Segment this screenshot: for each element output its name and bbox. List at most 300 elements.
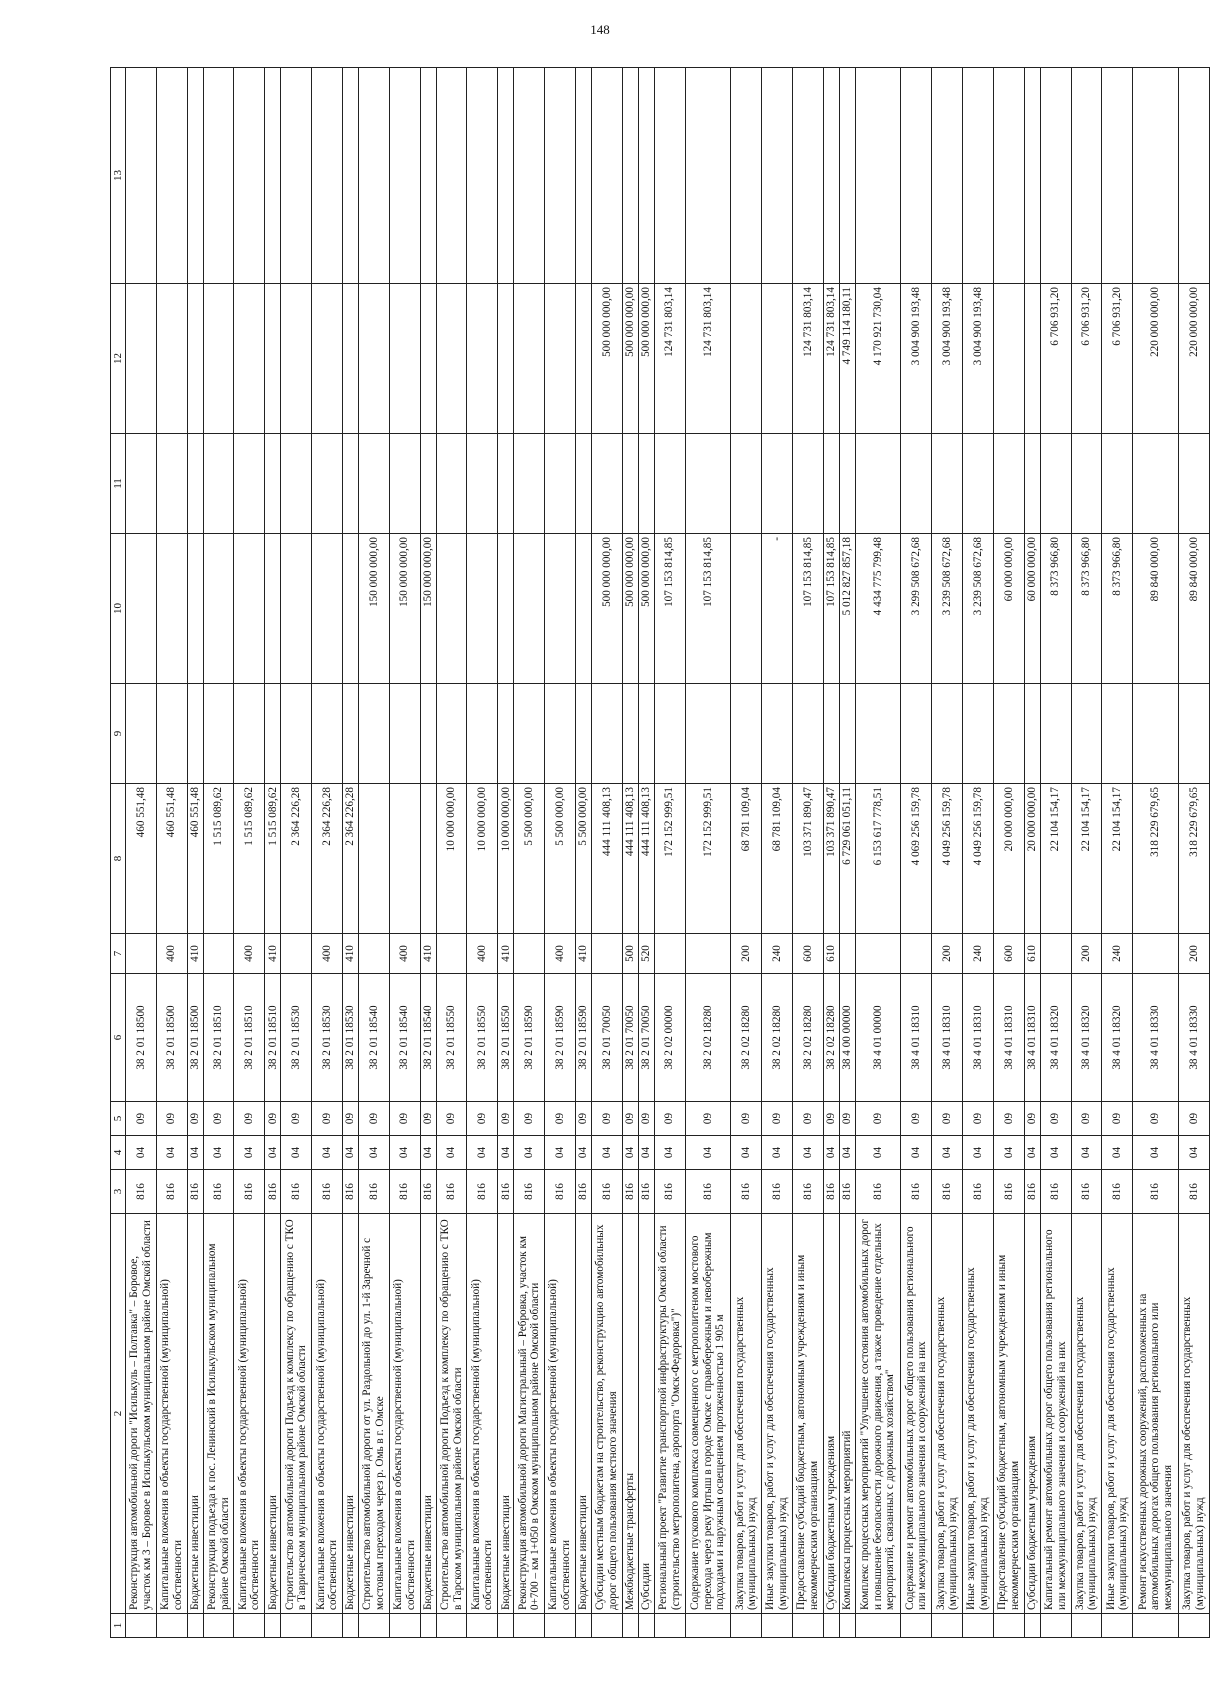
col-13-cell [575, 68, 591, 284]
target-code-cell: 38 2 02 18280 [762, 974, 793, 1102]
col-13-cell [156, 68, 187, 284]
col-4-cell: 04 [1102, 1136, 1133, 1170]
expense-type-cell: 200 [932, 934, 963, 974]
col-5-cell: 09 [187, 1102, 203, 1136]
col-13-cell [342, 68, 358, 284]
col-13-cell [731, 68, 762, 284]
col-4-cell: 04 [203, 1136, 234, 1170]
column-number-6: 6 [111, 974, 126, 1102]
col-9-cell [638, 684, 654, 784]
expense-type-cell: 400 [312, 934, 343, 974]
col-9-cell [762, 684, 793, 784]
col-13-cell [932, 68, 963, 284]
col-9-cell [1040, 684, 1071, 784]
col-9-cell [932, 684, 963, 784]
target-code-cell: 38 2 01 18590 [514, 974, 545, 1102]
page-number: 148 [590, 22, 610, 37]
col-11-cell [932, 434, 963, 534]
table-row [1133, 68, 1179, 1638]
item-name-cell: Содержание пускового комплекса совмещенного с метрополитеном мостового перехода через реку Иртыш в городе Омске с правобережным и левобережным подходами и наружным освещением протяженностью 1 905 м [685, 1214, 731, 1614]
amount-col-8-cell: 103 371 890,47 [823, 784, 839, 934]
col-4-cell: 04 [654, 1136, 685, 1170]
col-1-cell [265, 1614, 281, 1638]
expense-type-cell [358, 934, 389, 974]
col-5-cell: 09 [126, 1102, 157, 1136]
col-5-cell: 09 [1178, 1102, 1209, 1136]
amount-col-12-cell: 500 000 000,00 [591, 284, 622, 434]
item-name-cell: Бюджетные инвестиции [187, 1214, 203, 1614]
col-13-cell [1071, 68, 1102, 284]
item-name-cell: Реконструкция подъезда к пос. Ленинский в Исилькульском муниципальном районе Омской области [203, 1214, 234, 1614]
expense-type-cell: 410 [265, 934, 281, 974]
col-5-cell: 09 [575, 1102, 591, 1136]
col-9-cell [312, 684, 343, 784]
expense-type-cell: 400 [545, 934, 576, 974]
col-5-cell: 09 [281, 1102, 312, 1136]
col-4-cell: 04 [823, 1136, 839, 1170]
amount-col-10-cell: 8 373 966,80 [1071, 534, 1102, 684]
item-name-cell: Региональный проект "Развитие транспортной инфраструктуры Омской области (строительство метрополитена, аэропорта "Омск-Федоровка")" [654, 1214, 685, 1614]
amount-col-8-cell: 1 515 089,62 [234, 784, 265, 934]
header-row [111, 68, 126, 1638]
col-4-cell: 04 [545, 1136, 576, 1170]
amount-col-10-cell: 107 153 814,85 [792, 534, 823, 684]
amount-col-12-cell: 124 731 803,14 [792, 284, 823, 434]
table-row [436, 68, 467, 1638]
table-row [1024, 68, 1040, 1638]
target-code-cell: 38 4 00 00000 [839, 974, 855, 1102]
amount-col-10-cell [187, 534, 203, 684]
col-9-cell [839, 684, 855, 784]
col-4-cell: 04 [1024, 1136, 1040, 1170]
amount-col-10-cell [156, 534, 187, 684]
amount-col-8-cell: 2 364 226,28 [312, 784, 343, 934]
item-name-cell: Бюджетные инвестиции [498, 1214, 514, 1614]
amount-col-10-cell [234, 534, 265, 684]
col-3-cell: 816 [762, 1170, 793, 1214]
col-9-cell [436, 684, 467, 784]
amount-col-8-cell: 68 781 109,04 [762, 784, 793, 934]
target-code-cell: 38 4 01 18310 [1024, 974, 1040, 1102]
amount-col-10-cell: 500 000 000,00 [622, 534, 638, 684]
amount-col-10-cell [545, 534, 576, 684]
target-code-cell: 38 2 01 70050 [622, 974, 638, 1102]
col-1-cell [1040, 1614, 1071, 1638]
col-13-cell [762, 68, 793, 284]
col-11-cell [839, 434, 855, 534]
col-4-cell: 04 [467, 1136, 498, 1170]
col-4-cell: 04 [685, 1136, 731, 1170]
table-row [993, 68, 1024, 1638]
amount-col-10-cell: 60 000 000,00 [1024, 534, 1040, 684]
amount-col-10-cell [575, 534, 591, 684]
col-1-cell [234, 1614, 265, 1638]
amount-col-12-cell [993, 284, 1024, 434]
item-name-cell: Капитальный ремонт автомобильных дорог общего пользования регионального или межмуниципального значения и сооружений на них [1040, 1214, 1071, 1614]
amount-col-12-cell [126, 284, 157, 434]
col-5-cell: 09 [855, 1102, 901, 1136]
col-11-cell [187, 434, 203, 534]
amount-col-12-cell: 3 004 900 193,48 [901, 284, 932, 434]
amount-col-12-cell [436, 284, 467, 434]
col-3-cell: 816 [358, 1170, 389, 1214]
col-13-cell [265, 68, 281, 284]
col-3-cell: 816 [342, 1170, 358, 1214]
expense-type-cell [591, 934, 622, 974]
amount-col-8-cell: 6 729 061 051,11 [839, 784, 855, 934]
col-11-cell [126, 434, 157, 534]
col-3-cell: 816 [823, 1170, 839, 1214]
col-13-cell [792, 68, 823, 284]
col-4-cell: 04 [312, 1136, 343, 1170]
col-5-cell: 09 [1024, 1102, 1040, 1136]
table-row [156, 68, 187, 1638]
col-1-cell [993, 1614, 1024, 1638]
col-9-cell [591, 684, 622, 784]
table-row [575, 68, 591, 1638]
amount-col-10-cell: 5 012 827 857,18 [839, 534, 855, 684]
expense-type-cell: 410 [420, 934, 436, 974]
item-name-cell: Бюджетные инвестиции [265, 1214, 281, 1614]
col-3-cell: 816 [234, 1170, 265, 1214]
col-3-cell: 816 [963, 1170, 994, 1214]
expense-type-cell [203, 934, 234, 974]
col-9-cell [1024, 684, 1040, 784]
table-row [312, 68, 343, 1638]
amount-col-8-cell: 4 049 256 159,78 [963, 784, 994, 934]
column-number-5: 5 [111, 1102, 126, 1136]
col-11-cell [1040, 434, 1071, 534]
col-5-cell: 09 [203, 1102, 234, 1136]
col-13-cell [545, 68, 576, 284]
item-name-cell: Субсидии местным бюджетам на строительство, реконструкцию автомобильных дорог общего пользования местного значения [591, 1214, 622, 1614]
expense-type-cell [514, 934, 545, 974]
col-1-cell [932, 1614, 963, 1638]
col-9-cell [654, 684, 685, 784]
target-code-cell: 38 4 01 18310 [963, 974, 994, 1102]
col-5-cell: 09 [839, 1102, 855, 1136]
col-4-cell: 04 [436, 1136, 467, 1170]
col-5-cell: 09 [685, 1102, 731, 1136]
target-code-cell: 38 2 01 18540 [389, 974, 420, 1102]
item-name-cell: Капитальные вложения в объекты государственной (муниципальной) собственности [389, 1214, 420, 1614]
col-5-cell: 09 [654, 1102, 685, 1136]
target-code-cell: 38 2 01 18530 [342, 974, 358, 1102]
table-row [126, 68, 157, 1638]
amount-col-12-cell [203, 284, 234, 434]
table-row [591, 68, 622, 1638]
col-5-cell: 09 [420, 1102, 436, 1136]
col-11-cell [1102, 434, 1133, 534]
col-5-cell: 09 [792, 1102, 823, 1136]
col-9-cell [575, 684, 591, 784]
col-9-cell [963, 684, 994, 784]
amount-col-10-cell [498, 534, 514, 684]
col-1-cell [187, 1614, 203, 1638]
col-1-cell [312, 1614, 343, 1638]
col-5-cell: 09 [823, 1102, 839, 1136]
amount-col-12-cell [498, 284, 514, 434]
col-9-cell [126, 684, 157, 784]
col-5-cell: 09 [358, 1102, 389, 1136]
expense-type-cell [855, 934, 901, 974]
item-name-cell: Строительство автомобильной дороги от ул. Раздольной до ул. 1-й Заречной с мостовым переходом через р. Омь в г. Омске [358, 1214, 389, 1614]
table-row [762, 68, 793, 1638]
amount-col-8-cell: 318 229 679,65 [1178, 784, 1209, 934]
expense-type-cell [1133, 934, 1179, 974]
item-name-cell: Иные закупки товаров, работ и услуг для обеспечения государственных (муниципальных) нужд [1102, 1214, 1133, 1614]
col-1-cell [498, 1614, 514, 1638]
amount-col-10-cell [342, 534, 358, 684]
col-1-cell [839, 1614, 855, 1638]
col-3-cell: 816 [839, 1170, 855, 1214]
expense-type-cell [839, 934, 855, 974]
col-3-cell: 816 [638, 1170, 654, 1214]
col-11-cell [685, 434, 731, 534]
col-3-cell: 816 [901, 1170, 932, 1214]
amount-col-12-cell: 3 004 900 193,48 [932, 284, 963, 434]
col-5-cell: 09 [993, 1102, 1024, 1136]
table-row [932, 68, 963, 1638]
expense-type-cell: 520 [638, 934, 654, 974]
amount-col-8-cell: 172 152 999,51 [685, 784, 731, 934]
col-11-cell [622, 434, 638, 534]
col-1-cell [731, 1614, 762, 1638]
amount-col-8-cell: 2 364 226,28 [281, 784, 312, 934]
col-11-cell [638, 434, 654, 534]
col-9-cell [792, 684, 823, 784]
amount-col-12-cell [420, 284, 436, 434]
amount-col-12-cell: 500 000 000,00 [638, 284, 654, 434]
col-5-cell: 09 [234, 1102, 265, 1136]
col-5-cell: 09 [591, 1102, 622, 1136]
col-5-cell: 09 [436, 1102, 467, 1136]
col-11-cell [823, 434, 839, 534]
item-name-cell: Предоставление субсидий бюджетным, автономным учреждениям и иным некоммерческим организациям [792, 1214, 823, 1614]
target-code-cell: 38 2 01 18500 [187, 974, 203, 1102]
col-1-cell [1024, 1614, 1040, 1638]
col-11-cell [901, 434, 932, 534]
col-11-cell [342, 434, 358, 534]
target-code-cell: 38 4 01 18330 [1133, 974, 1179, 1102]
expense-type-cell: 500 [622, 934, 638, 974]
col-1-cell [545, 1614, 576, 1638]
amount-col-12-cell [234, 284, 265, 434]
expense-type-cell: 400 [234, 934, 265, 974]
amount-col-8-cell: 444 111 408,13 [622, 784, 638, 934]
col-3-cell: 816 [156, 1170, 187, 1214]
amount-col-8-cell: 68 781 109,04 [731, 784, 762, 934]
col-13-cell [839, 68, 855, 284]
col-11-cell [1024, 434, 1040, 534]
expense-type-cell: 400 [389, 934, 420, 974]
amount-col-12-cell [762, 284, 793, 434]
item-name-cell: Бюджетные инвестиции [420, 1214, 436, 1614]
expense-type-cell [685, 934, 731, 974]
target-code-cell: 38 4 01 18320 [1071, 974, 1102, 1102]
col-11-cell [1133, 434, 1179, 534]
col-1-cell [622, 1614, 638, 1638]
col-1-cell [1102, 1614, 1133, 1638]
amount-col-10-cell [265, 534, 281, 684]
col-11-cell [792, 434, 823, 534]
col-4-cell: 04 [389, 1136, 420, 1170]
col-9-cell [1102, 684, 1133, 784]
table-row [389, 68, 420, 1638]
col-9-cell [901, 684, 932, 784]
col-1-cell [792, 1614, 823, 1638]
col-11-cell [234, 434, 265, 534]
col-13-cell [638, 68, 654, 284]
amount-col-8-cell: 103 371 890,47 [792, 784, 823, 934]
amount-col-8-cell: 10 000 000,00 [436, 784, 467, 934]
table-row [638, 68, 654, 1638]
table-row [792, 68, 823, 1638]
col-4-cell: 04 [1071, 1136, 1102, 1170]
col-11-cell [420, 434, 436, 534]
col-3-cell: 816 [1102, 1170, 1133, 1214]
col-13-cell [855, 68, 901, 284]
col-13-cell [901, 68, 932, 284]
amount-col-12-cell [281, 284, 312, 434]
amount-col-12-cell [358, 284, 389, 434]
expense-type-cell: 600 [993, 934, 1024, 974]
column-number-12: 12 [111, 284, 126, 434]
col-1-cell [685, 1614, 731, 1638]
amount-col-8-cell: 22 104 154,17 [1071, 784, 1102, 934]
col-5-cell: 09 [545, 1102, 576, 1136]
column-number-2: 2 [111, 1214, 126, 1614]
amount-col-8-cell: 460 551,48 [187, 784, 203, 934]
target-code-cell: 38 2 01 18590 [575, 974, 591, 1102]
item-name-cell: Комплекс процессных мероприятий "Улучшение состояния автомобильных дорог и повышение безопасности дорожного движения, а также проведение отдельных мероприятий, связанных с дорожным хозяйством" [855, 1214, 901, 1614]
col-3-cell: 816 [498, 1170, 514, 1214]
expense-type-cell: 610 [1024, 934, 1040, 974]
col-3-cell: 816 [467, 1170, 498, 1214]
col-3-cell: 816 [855, 1170, 901, 1214]
target-code-cell: 38 2 01 70050 [591, 974, 622, 1102]
col-1-cell [575, 1614, 591, 1638]
col-3-cell: 816 [126, 1170, 157, 1214]
table-row [342, 68, 358, 1638]
col-13-cell [281, 68, 312, 284]
amount-col-8-cell [358, 784, 389, 934]
amount-col-12-cell: 124 731 803,14 [823, 284, 839, 434]
table-row [514, 68, 545, 1638]
amount-col-12-cell: 6 706 931,20 [1071, 284, 1102, 434]
col-11-cell [993, 434, 1024, 534]
col-13-cell [591, 68, 622, 284]
col-4-cell: 04 [963, 1136, 994, 1170]
expense-type-cell: 400 [467, 934, 498, 974]
col-4-cell: 04 [855, 1136, 901, 1170]
target-code-cell: 38 4 01 18310 [932, 974, 963, 1102]
target-code-cell: 38 2 01 18550 [436, 974, 467, 1102]
expense-type-cell: 410 [342, 934, 358, 974]
col-3-cell: 816 [420, 1170, 436, 1214]
col-9-cell [545, 684, 576, 784]
col-11-cell [467, 434, 498, 534]
amount-col-10-cell [731, 534, 762, 684]
table-row [1040, 68, 1071, 1638]
target-code-cell: 38 2 02 18280 [731, 974, 762, 1102]
col-1-cell [281, 1614, 312, 1638]
col-3-cell: 816 [187, 1170, 203, 1214]
amount-col-10-cell: 107 153 814,85 [823, 534, 839, 684]
amount-col-8-cell [389, 784, 420, 934]
col-3-cell: 816 [932, 1170, 963, 1214]
col-11-cell [312, 434, 343, 534]
amount-col-8-cell: 318 229 679,65 [1133, 784, 1179, 934]
col-5-cell: 09 [638, 1102, 654, 1136]
amount-col-8-cell: 10 000 000,00 [498, 784, 514, 934]
target-code-cell: 38 4 01 18320 [1102, 974, 1133, 1102]
target-code-cell: 38 2 01 18510 [203, 974, 234, 1102]
col-3-cell: 816 [281, 1170, 312, 1214]
col-1-cell [389, 1614, 420, 1638]
amount-col-10-cell: 4 434 775 799,48 [855, 534, 901, 684]
table-row [281, 68, 312, 1638]
amount-col-12-cell: 500 000 000,00 [622, 284, 638, 434]
amount-col-12-cell: 6 706 931,20 [1102, 284, 1133, 434]
item-name-cell: Субсидии бюджетным учреждениям [1024, 1214, 1040, 1614]
col-4-cell: 04 [498, 1136, 514, 1170]
amount-col-12-cell [467, 284, 498, 434]
table-row [467, 68, 498, 1638]
item-name-cell: Капитальные вложения в объекты государственной (муниципальной) собственности [467, 1214, 498, 1614]
expense-type-cell: 240 [963, 934, 994, 974]
col-1-cell [963, 1614, 994, 1638]
col-3-cell: 816 [731, 1170, 762, 1214]
col-13-cell [963, 68, 994, 284]
expense-type-cell: 240 [762, 934, 793, 974]
expense-type-cell [654, 934, 685, 974]
col-5-cell: 09 [265, 1102, 281, 1136]
col-13-cell [823, 68, 839, 284]
col-13-cell [203, 68, 234, 284]
amount-col-8-cell: 460 551,48 [156, 784, 187, 934]
item-name-cell: Капитальные вложения в объекты государственной (муниципальной) собственности [234, 1214, 265, 1614]
item-name-cell: Ремонт искусственных дорожных сооружений, расположенных на автомобильных дорогах общего пользования регионального или межмуниципального значения [1133, 1214, 1179, 1614]
col-3-cell: 816 [312, 1170, 343, 1214]
col-13-cell [1102, 68, 1133, 284]
amount-col-10-cell: 89 840 000,00 [1133, 534, 1179, 684]
col-5-cell: 09 [467, 1102, 498, 1136]
target-code-cell: 38 4 01 00000 [855, 974, 901, 1102]
amount-col-10-cell: 150 000 000,00 [358, 534, 389, 684]
col-1-cell [1178, 1614, 1209, 1638]
table-row [654, 68, 685, 1638]
amount-col-12-cell: 4 170 921 730,04 [855, 284, 901, 434]
col-9-cell [281, 684, 312, 784]
amount-col-12-cell [265, 284, 281, 434]
col-11-cell [498, 434, 514, 534]
col-4-cell: 04 [1133, 1136, 1179, 1170]
amount-col-10-cell: 60 000 000,00 [993, 534, 1024, 684]
amount-col-10-cell: 89 840 000,00 [1178, 534, 1209, 684]
col-13-cell [685, 68, 731, 284]
target-code-cell: 38 2 01 18590 [545, 974, 576, 1102]
expense-type-cell [901, 934, 932, 974]
amount-col-12-cell [1024, 284, 1040, 434]
column-number-7: 7 [111, 934, 126, 974]
expense-type-cell: 410 [498, 934, 514, 974]
amount-col-12-cell: 4 749 114 180,11 [839, 284, 855, 434]
amount-col-12-cell: 220 000 000,00 [1178, 284, 1209, 434]
col-5-cell: 09 [901, 1102, 932, 1136]
column-number-11: 11 [111, 434, 126, 534]
amount-col-12-cell [312, 284, 343, 434]
